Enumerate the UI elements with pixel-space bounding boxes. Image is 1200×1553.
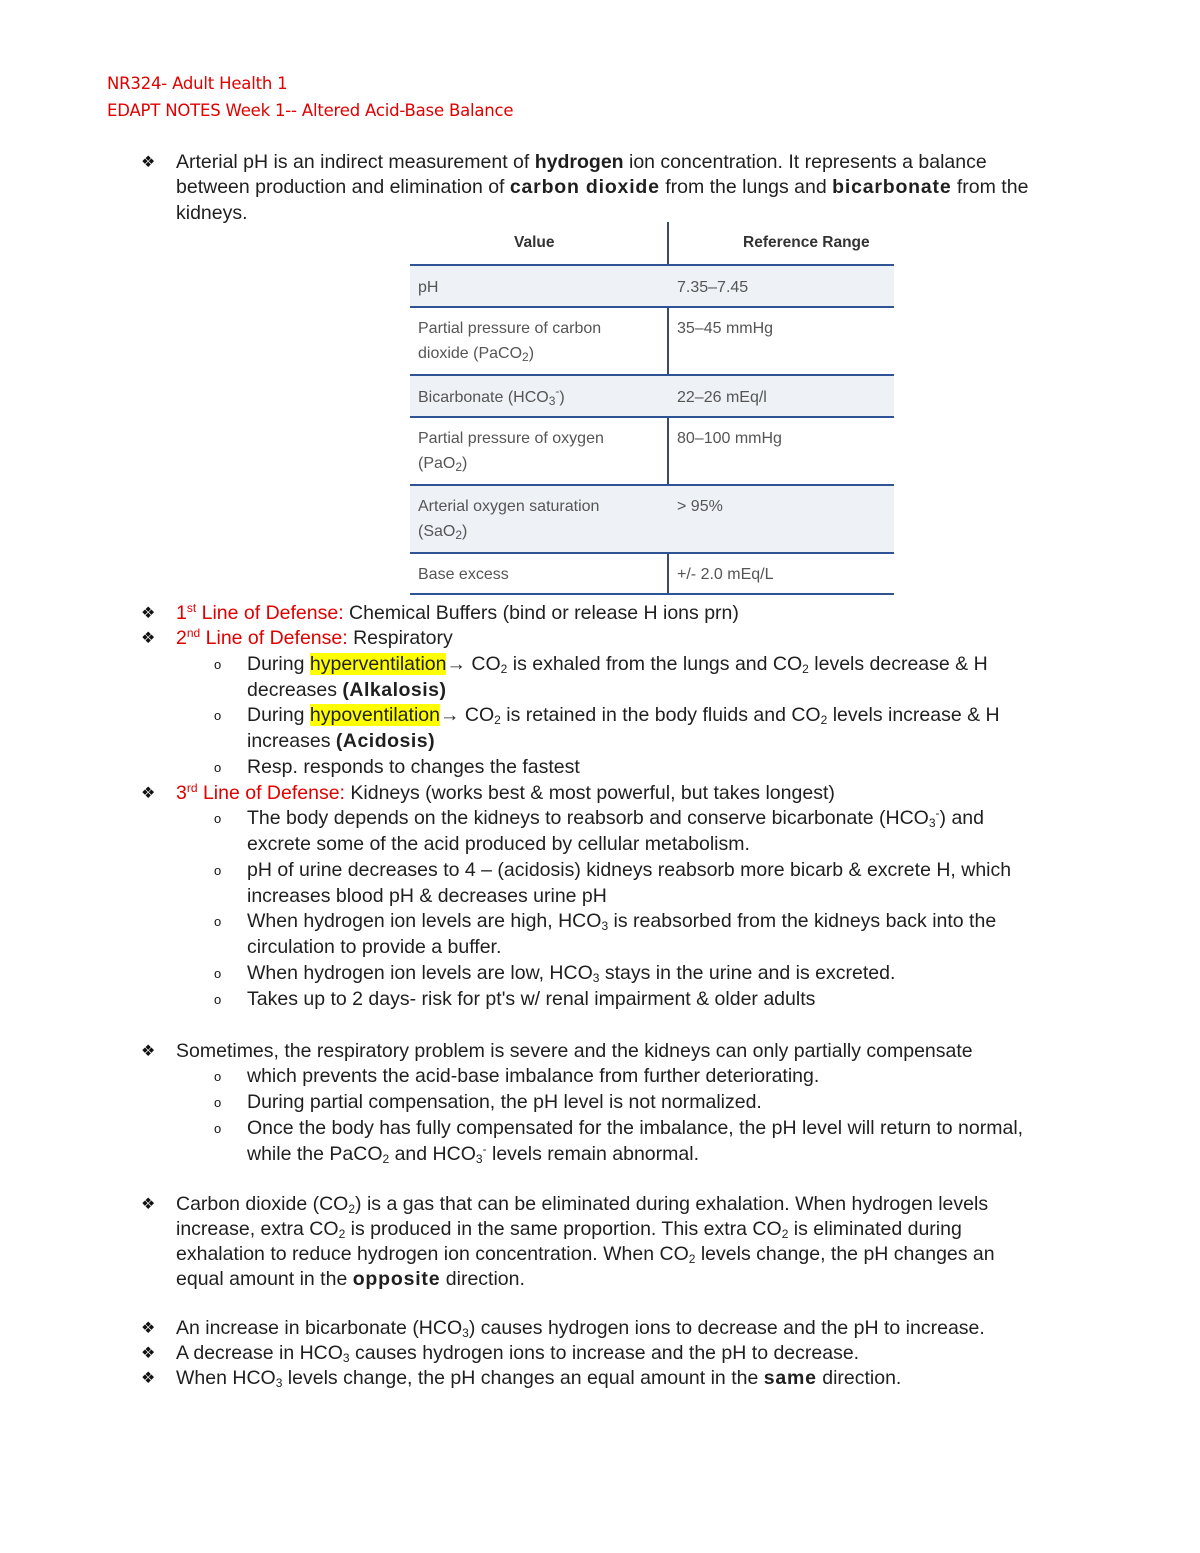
- notes-title: EDAPT NOTES Week 1-- Altered Acid-Base Balance: [107, 101, 514, 120]
- table-cell: 22–26 mEq/l: [677, 389, 767, 406]
- table-cell: pH: [418, 279, 439, 296]
- table-cell: Partial pressure of oxygen (PaO$_2$): [418, 430, 604, 474]
- circle-bullet-icon: o: [214, 863, 222, 878]
- list-item: Once the body has fully compensated for the imbalance, the pH level will return to normal,: [247, 1117, 1024, 1139]
- bicarb-line-3: When $HCO_3$ levels change, the pH changes an equal amount in the same direction.: [176, 1367, 902, 1390]
- list-item: During hyperventilation→ $CO_2$ is exhaled from the lungs and $CO_2$ levels decrease & H: [247, 653, 988, 676]
- intro-line-1: Arterial pH is an indirect measurement of hydrogen ion concentration. It represents a balance: [176, 151, 987, 173]
- table-header-range: Reference Range: [743, 234, 870, 251]
- list-item-cont: decreases (Alkalosis): [247, 679, 447, 701]
- diamond-bullet-icon: ❖: [141, 630, 156, 647]
- circle-bullet-icon: o: [214, 914, 222, 929]
- diamond-bullet-icon: ❖: [141, 1345, 156, 1362]
- co2-line-2: increase, extra $CO_2$ is produced in the same proportion. This extra $CO_2$ is eliminated during: [176, 1218, 962, 1241]
- circle-bullet-icon: o: [214, 708, 222, 723]
- table-row: [410, 374, 894, 417]
- table-cell: +/- 2.0 mEq/L: [677, 566, 774, 583]
- list-item-cont: excrete some of the acid produced by cellular metabolism.: [247, 833, 750, 855]
- table-cell: Partial pressure of carbon dioxide (PaCO$_2$): [418, 320, 602, 364]
- diamond-bullet-icon: ❖: [141, 605, 156, 622]
- second-line-of-defense: 2nd Line of Defense: Respiratory: [176, 626, 453, 649]
- list-item: pH of urine decreases to 4 – (acidosis) kidneys reabsorb more bicarb & excrete H, which: [247, 859, 1012, 881]
- diamond-bullet-icon: ❖: [141, 1043, 156, 1060]
- diamond-bullet-icon: ❖: [141, 154, 156, 171]
- list-item: During hypoventilation→ $CO_2$ is retained in the body fluids and $CO_2$ levels increase & H: [247, 704, 1000, 727]
- table-cell: 7.35–7.45: [677, 279, 749, 296]
- table-bottom-border: [410, 593, 894, 595]
- list-item: Resp. responds to changes the fastest: [247, 756, 580, 778]
- circle-bullet-icon: o: [214, 1095, 222, 1110]
- table-row: [410, 552, 894, 595]
- circle-bullet-icon: o: [214, 1069, 222, 1084]
- course-title: NR324- Adult Health 1: [107, 74, 288, 93]
- diamond-bullet-icon: ❖: [141, 1370, 156, 1387]
- list-item: The body depends on the kidneys to reabsorb and conserve bicarbonate $(HCO_3^-)$ and: [247, 806, 984, 830]
- circle-bullet-icon: o: [214, 760, 222, 775]
- diamond-bullet-icon: ❖: [141, 785, 156, 802]
- table-row: [410, 416, 894, 485]
- co2-line-1: Carbon dioxide $(CO_2)$ is a gas that can be eliminated during exhalation. When hydrogen levels: [176, 1193, 989, 1216]
- list-item-cont: circulation to provide a buffer.: [247, 936, 502, 958]
- intro-line-3: kidneys.: [176, 202, 248, 224]
- list-item: which prevents the acid-base imbalance from further deteriorating.: [247, 1065, 820, 1087]
- circle-bullet-icon: o: [214, 811, 222, 826]
- circle-bullet-icon: o: [214, 992, 222, 1007]
- diamond-bullet-icon: ❖: [141, 1320, 156, 1337]
- table-cell: Base excess: [418, 566, 509, 583]
- circle-bullet-icon: o: [214, 1121, 222, 1136]
- table-row: [410, 264, 894, 307]
- table-cell: 80–100 mmHg: [677, 430, 782, 447]
- bicarb-line-2: A decrease in $HCO_3$ causes hydrogen ions to increase and the pH to decrease.: [176, 1342, 860, 1365]
- list-item: When hydrogen ion levels are low, $HCO_3$ stays in the urine and is excreted.: [247, 962, 896, 985]
- table-header-value: Value: [514, 234, 555, 251]
- table-row: [410, 306, 894, 375]
- compensation-text: Sometimes, the respiratory problem is severe and the kidneys can only partially compensate: [176, 1040, 973, 1062]
- list-item-cont: while the PaCO$_2$ and $HCO_3^-$ levels remain abnormal.: [247, 1142, 699, 1166]
- table-cell: Arterial oxygen saturation (SaO$_2$): [418, 498, 600, 542]
- circle-bullet-icon: o: [214, 657, 222, 672]
- list-item: During partial compensation, the pH level is not normalized.: [247, 1091, 762, 1113]
- first-line-of-defense: 1st Line of Defense: Chemical Buffers (bind or release H ions prn): [176, 601, 739, 624]
- list-item: When hydrogen ion levels are high, $HCO_3$ is reabsorbed from the kidneys back into the: [247, 910, 997, 933]
- table-row: [410, 484, 894, 553]
- table-cell: Bicarbonate $(HCO_3^-)$: [418, 384, 565, 408]
- third-line-of-defense: 3rd Line of Defense: Kidneys (works best & most powerful, but takes longest): [176, 781, 835, 804]
- circle-bullet-icon: o: [214, 966, 222, 981]
- co2-line-3: exhalation to reduce hydrogen ion concentration. When $CO_2$ levels change, the pH changes an: [176, 1243, 995, 1266]
- table-cell: 35–45 mmHg: [677, 320, 774, 337]
- list-item-cont: increases (Acidosis): [247, 730, 436, 752]
- intro-line-2: between production and elimination of carbon dioxide from the lungs and bicarbonate from the: [176, 176, 1029, 198]
- co2-line-4: equal amount in the opposite direction.: [176, 1268, 525, 1290]
- list-item-cont: increases blood pH & decreases urine pH: [247, 885, 607, 907]
- list-item: Takes up to 2 days- risk for pt's w/ renal impairment & older adults: [247, 988, 816, 1010]
- diamond-bullet-icon: ❖: [141, 1196, 156, 1213]
- table-cell: > 95%: [677, 498, 723, 515]
- bicarb-line-1: An increase in bicarbonate $(HCO_3)$ causes hydrogen ions to decrease and the pH to increase.: [176, 1317, 985, 1340]
